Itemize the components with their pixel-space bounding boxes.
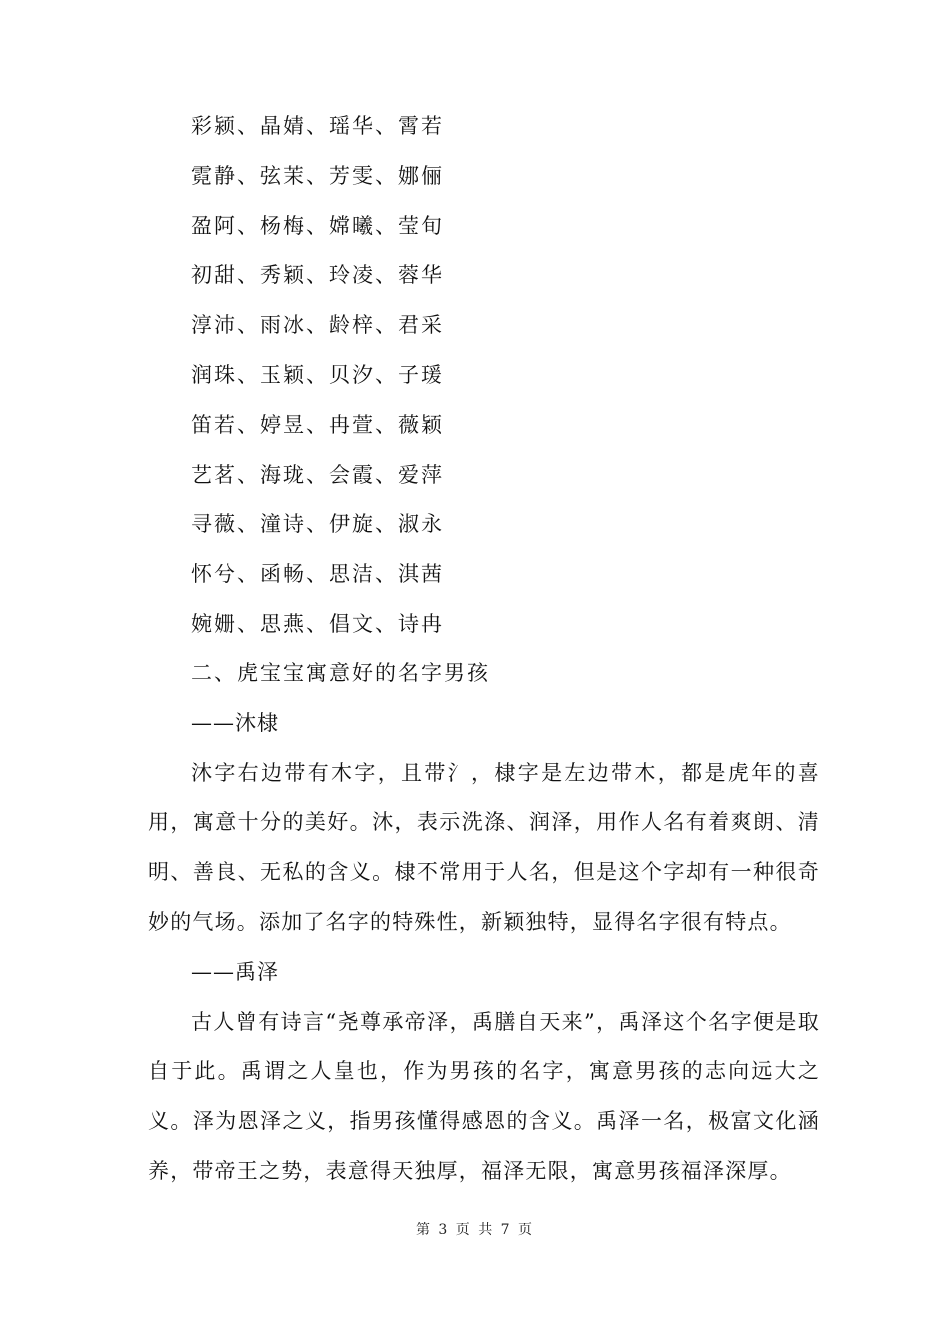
name-line: 笛若、婷昱、冉萱、薇颖 [191,412,444,437]
name-line: 艺茗、海珑、会霞、爱萍 [191,462,444,487]
name-line: 润珠、玉颖、贝汐、子瑗 [191,362,444,387]
name-line: 初甜、秀颖、玲凌、蓉华 [191,263,444,288]
name-line: 寻薇、潼诗、伊旋、淑永 [191,512,444,537]
name-line: 婉姗、思燕、倡文、诗冉 [191,611,444,636]
name-line: 霓静、弦茉、芳雯、娜俪 [191,163,444,188]
page-footer: 第 3 页 共 7 页 [415,1222,535,1238]
section-heading: 二、虎宝宝寓意好的名字男孩 [191,661,490,685]
entry-title: ——沐棣 [191,710,279,735]
entry-paragraph: 沐字右边带有木字，且带氵，棣字是左边带木，都是虎年的喜用，寓意十分的美好。沐，表示洗涤、润泽，用作人名有着爽朗、清明、善良、无私的含义。棣不常用于人名，但是这个字却有一种很奇妙的气场。添加了名字的特殊性，新颖独特，显得名字很有特点。 [148,760,820,934]
entry-paragraph: 古人曾有诗言“尧尊承帝泽，禹膳自天来”，禹泽这个名字便是取自于此。禹谓之人皇也，作为男孩的名字，寓意男孩的志向远大之义。泽为恩泽之义，指男孩懂得感恩的含义。禹泽一名，极富文化涵养，带帝王之势，表意得天独厚，福泽无限，寓意男孩福泽深厚。 [148,1009,820,1183]
boy-names-section [148,649,820,1197]
name-line: 淳沛、雨冰、龄梓、君采 [191,313,444,338]
name-line: 盈阿、杨梅、嫦曦、莹旬 [191,213,444,238]
entry-title: ——禹泽 [191,959,279,984]
name-line: 怀兮、函畅、思洁、淇茜 [191,562,444,587]
girl-name-list [191,102,444,650]
name-line: 彩颍、晶婧、瑶华、霄若 [191,114,444,138]
